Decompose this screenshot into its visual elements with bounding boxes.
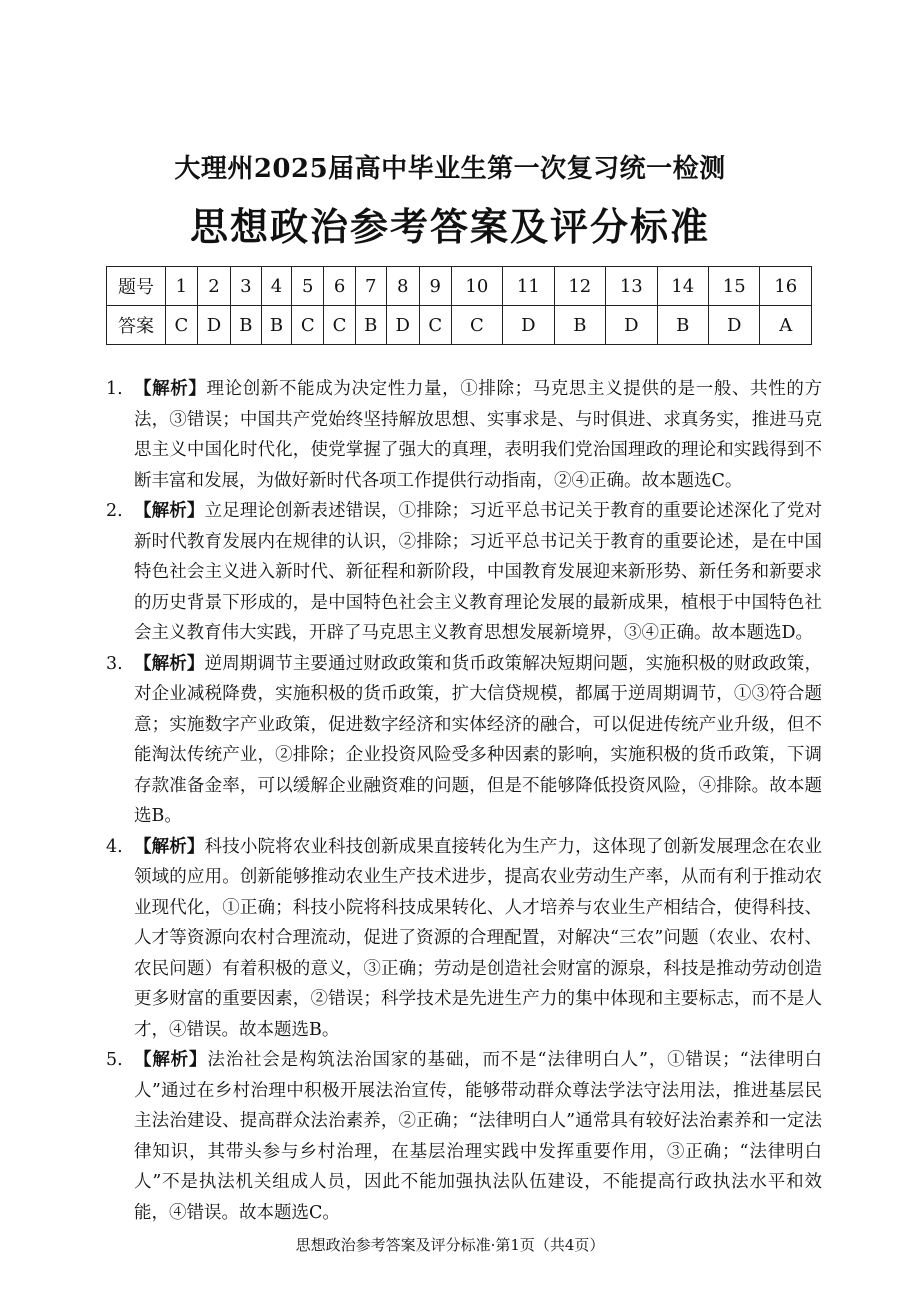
answer-table (106, 266, 812, 345)
item-number: 1. (106, 379, 123, 399)
question-number: 4 (261, 267, 292, 306)
question-number-row (107, 267, 812, 306)
explanation-list (106, 374, 822, 1228)
item-text: 逆周期调节主要通过财政政策和货币政策解决短期问题，实施积极的财政政策，对企业减税降费，实施积极的货币政策，扩大信贷规模，都属于逆周期调节，①③符合题意；实施数字产业政策，促进数字经济和实体经济的融合，可以促进传统产业升级，但不能淘汰传统产业，②排除；企业投资风险受多种因素的影响，实施积极的货币政策，下调存款准备金率，可以缓解企业融资难的问题，但是不能够降低投资风险，④排除。故本题选B。 (134, 653, 823, 826)
item-text: 法治社会是构筑法治国家的基础，而不是“法律明白人”，①错误；“法律明白人”通过在乡村治理中积极开展法治宣传，能够带动群众尊法学法守法用法，推进基层民主法治建设、提高群众法治素养，②正确；“法律明白人”通常具有较好法治素养和一定法律知识，其带头参与乡村治理，在基层治理实践中发挥重要作用，③正确；“法律明白人”不是执法机关组成人员，因此不能加强执法队伍建设，不能提高行政执法水平和效能，④错误。故本题选C。 (134, 1050, 823, 1223)
question-number: 14 (657, 267, 708, 306)
question-number: 9 (419, 267, 451, 306)
item-number: 3. (106, 653, 123, 674)
question-number: 16 (760, 267, 812, 306)
answer-cell: D (606, 306, 657, 345)
question-number: 3 (231, 267, 262, 306)
answer-cell: B (231, 306, 262, 345)
question-number: 12 (554, 267, 605, 306)
question-number: 8 (386, 267, 419, 306)
question-number: 2 (197, 267, 230, 306)
item-tag: 【解析】 (134, 379, 207, 399)
answer-cell: B (355, 306, 386, 345)
item-tag: 【解析】 (134, 836, 205, 857)
explanation-item (106, 649, 822, 832)
page-footer: 思想政治参考答案及评分标准·第1页（共4页） (295, 1236, 605, 1254)
answer-cell: C (166, 306, 198, 345)
answer-cell: A (760, 306, 812, 345)
row-label-number: 题号 (107, 267, 166, 306)
item-text: 理论创新不能成为决定性力量，①排除；马克思主义提供的是一般、共性的方法，③错误；中国共产党始终坚持解放思想、实事求是、与时俱进、求真务实，推进马克思主义中国化时代化，使党掌握了强大的真理，表明我们党治国理政的理论和实践得到不断丰富和发展，为做好新时代各项工作提供行动指南，②④正确。故本题选C。 (134, 379, 823, 491)
item-tag: 【解析】 (134, 653, 205, 674)
item-tag: 【解析】 (134, 1050, 208, 1070)
answer-cell: D (386, 306, 419, 345)
item-number: 2. (106, 501, 123, 521)
answer-cell: D (503, 306, 554, 345)
item-text: 科技小院将农业科技创新成果直接转化为生产力，这体现了创新发展理念在农业领域的应用。创新能够推动农业生产技术进步，提高农业劳动生产率，从而有利于推动农业现代化，①正确；科技小院将科技成果转化、人才培养与农业生产相结合，使得科技、人才等资源向农村合理流动，促进了资源的合理配置，对解决“三农”问题（农业、农村、农民问题）有着积极的意义，③正确；劳动是创造社会财富的源泉，科技是推动劳动创造更多财富的重要因素，②错误；科学技术是先进生产力的集中体现和主要标志，而不是人才，④错误。故本题选B。 (134, 836, 823, 1040)
explanation-item (106, 832, 822, 1046)
question-number: 15 (708, 267, 759, 306)
question-number: 1 (166, 267, 198, 306)
question-number: 6 (324, 267, 356, 306)
row-label-answer: 答案 (107, 306, 166, 345)
answer-cell: D (197, 306, 230, 345)
answer-cell: C (419, 306, 451, 345)
item-number: 5. (106, 1050, 123, 1070)
answer-row (107, 306, 812, 345)
answer-cell: B (554, 306, 605, 345)
explanation-item (106, 1045, 822, 1228)
item-tag: 【解析】 (134, 501, 205, 521)
answer-cell: C (324, 306, 356, 345)
answer-cell: C (292, 306, 324, 345)
question-number: 11 (503, 267, 554, 306)
question-number: 10 (451, 267, 502, 306)
answer-cell: D (708, 306, 759, 345)
item-text: 立足理论创新表述错误，①排除；习近平总书记关于教育的重要论述深化了党对新时代教育发展内在规律的认识，②排除；习近平总书记关于教育的重要论述，是在中国特色社会主义进入新时代、新征程和新阶段，中国教育发展迎来新形势、新任务和新要求的历史背景下形成的，是中国特色社会主义教育理论发展的最新成果，植根于中国特色社会主义教育伟大实践，开辟了马克思主义教育思想发展新境界，③④正确。故本题选D。 (134, 501, 823, 643)
question-number: 13 (606, 267, 657, 306)
answer-cell: B (261, 306, 292, 345)
answer-cell: C (451, 306, 502, 345)
answer-cell: B (657, 306, 708, 345)
document-title: 思想政治参考答案及评分标准 (189, 204, 710, 249)
explanation-item (106, 496, 822, 649)
question-number: 7 (355, 267, 386, 306)
item-number: 4. (106, 836, 123, 857)
question-number: 5 (292, 267, 324, 306)
exam-title: 大理州2025届高中毕业生第一次复习统一检测 (174, 154, 726, 184)
explanation-item (106, 374, 822, 496)
